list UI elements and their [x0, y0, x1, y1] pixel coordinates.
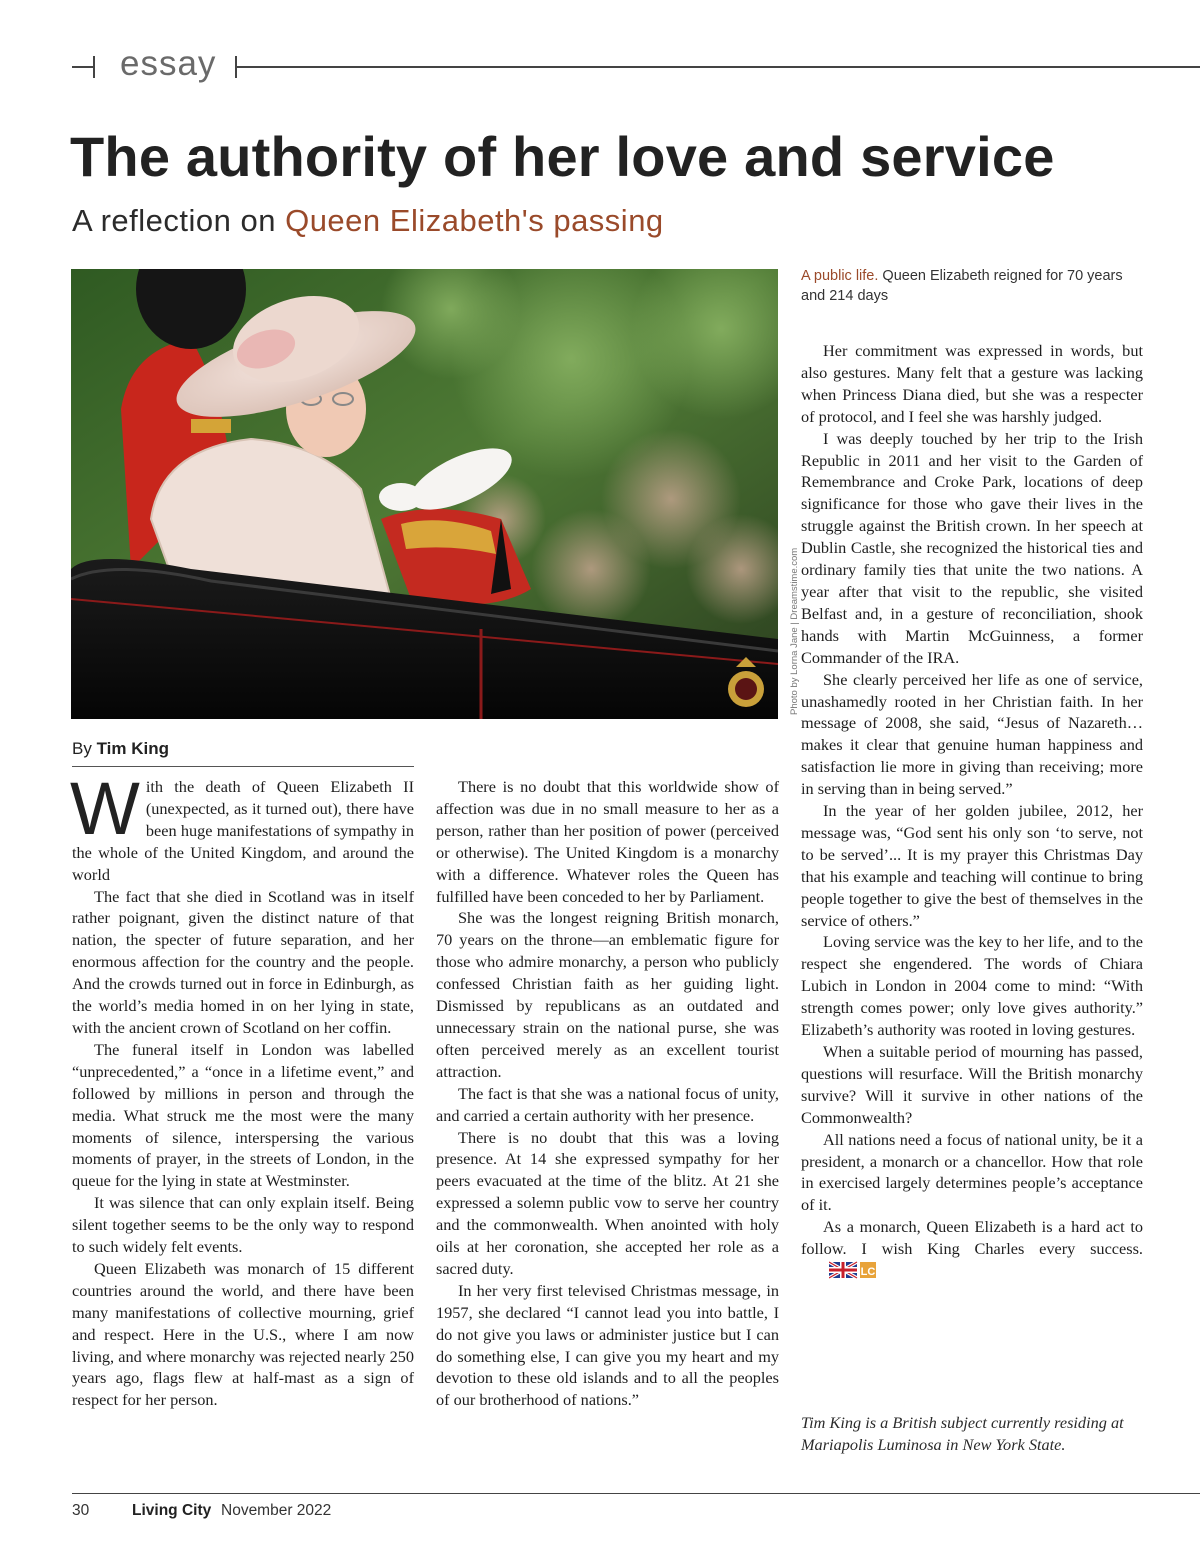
paragraph-text: As a monarch, Queen Elizabeth is a hard act to follow. I wish King Charles every success.	[801, 1217, 1143, 1259]
caption-lead: A public life.	[801, 268, 879, 284]
byline-prefix: By	[72, 739, 97, 758]
living-city-logo-icon	[860, 1262, 876, 1278]
caption-text: Queen Elizabeth reigned for 70 years and 214 days	[801, 268, 1123, 304]
footer-rule	[72, 1493, 1200, 1494]
drop-cap: W	[70, 767, 140, 850]
paragraph: It was silence that can only explain itself. Being silent together seems to be the only way to respond to such widely felt events.	[72, 1193, 414, 1257]
paragraph: Queen Elizabeth was monarch of 15 different countries around the world, and there have been many manifestations of collective mourning, grief and respect. Here in the U.S., where I am now living, and where monarchy was rejected nearly 250 years ago, flags flew at half-mast as a sign of respect for her person.	[72, 1258, 414, 1410]
page-number: 30	[72, 1502, 90, 1519]
paragraph: Her commitment was expressed in words, but also gestures. Many felt that a gesture was lacking when Princess Diana died, but she was a respecter of protocol, and I feel she was harshly judged.	[801, 341, 1143, 426]
paragraph: Loving service was the key to her life, and to the respect she engendered. The words of Chiara Lubich in London in 2004 come to mind: “With strength comes power; only love gives authority.” Elizabeth’s authority was rooted in loving gestures.	[801, 932, 1143, 1040]
subhead	[72, 203, 664, 239]
subhead-prefix: A reflection on	[72, 203, 286, 238]
issue-date: November 2022	[221, 1502, 332, 1519]
byline	[72, 739, 169, 759]
paragraph: The fact that she died in Scotland was in itself rather poignant, given the distinct nature of that nation, the specter of future separation, and her enormous affection for the country and the people. And the crowds turned out in force in Edinburgh, as the world’s media homed in on her lying in state, with the ancient crown of Scotland on her coffin.	[72, 886, 414, 1037]
article-column-3	[801, 340, 1143, 1286]
queen-carriage-photo	[71, 269, 778, 719]
headline: The authority of her love and service	[70, 125, 1055, 188]
photo-caption	[801, 266, 1131, 306]
end-mark	[807, 1260, 877, 1286]
paragraph: She clearly perceived her life as one of service, unashamedly rooted in her Christian faith. In her message of 2008, she said, “Jesus of Nazareth… makes it clear that genuine human happiness and satisfaction lie more in giving than receiving; more in serving than in being served.”	[801, 669, 1143, 799]
paragraph: When a suitable period of mourning has passed, questions will resurface. Will the British monarchy survive? Will it survive in other nations of the Commonwealth?	[801, 1042, 1143, 1127]
paragraph: There is no doubt that this was a loving presence. At 14 she expressed sympathy for her peers evacuated at the time of the blitz. At 21 she expressed a solemn public vow to serve her country and the commonwealth. When anointed with holy oils at her coronation, she accepted her role as a sacred duty.	[436, 1127, 779, 1278]
paragraph: In the year of her golden jubilee, 2012, her message was, “God sent his only son ‘to serve, not to be served’... It is my prayer this Christmas Day that his example and teaching will continue to bring people together to give the best of themselves in the service of others.”	[801, 801, 1143, 930]
svg-text:LC: LC	[860, 1266, 876, 1279]
section-label: essay	[120, 44, 217, 83]
paragraph: All nations need a focus of national unity, be it a president, a monarch or a chancellor. How that role in exercised largely determines people’s acceptance of it.	[801, 1129, 1143, 1215]
article-column-1	[70, 767, 414, 1411]
subhead-accent: Queen Elizabeth's passing	[285, 203, 664, 238]
magazine-name: Living City	[132, 1502, 212, 1519]
paragraph: The fact is that she was a national focus of unity, and carried a certain authority with her presence.	[436, 1083, 779, 1125]
paragraph	[801, 1216, 1143, 1286]
paragraph	[70, 767, 414, 886]
paragraph: There is no doubt that this worldwide show of affection was due in no small measure to her as a person, rather than her position of power (perceived or otherwise). The United Kingdom is a monarchy with a difference. Whatever roles the Queen has fulfilled have been conceded to her by Parliament.	[436, 777, 779, 906]
section-rule	[235, 66, 1200, 68]
article-photo	[71, 269, 778, 719]
section-rule-left	[72, 66, 94, 68]
uk-flag-icon	[829, 1262, 857, 1278]
paragraph: She was the longest reigning British monarch, 70 years on the throne—an emblematic figure for those who admire monarchy, a person who publicly confessed Christian faith as her guiding light. Dismissed by republicans as an outdated and unnecessary strain on the national purse, she was often perceived merely as an excellent tourist attraction.	[436, 908, 779, 1081]
photo-credit: Photo by Lorna Jane | Dreamstime.com	[789, 547, 800, 715]
article-column-2	[436, 776, 779, 1411]
section-rule-left-tick	[93, 56, 95, 78]
paragraph: The funeral itself in London was labelled “unprecedented,” a “once in a lifetime event,” and followed by millions in person and through the media. What struck me the most were the many moments of silence, interspersing the various moments of prayer, in the streets of London, in the queue for the lying in state at Westminster.	[72, 1039, 414, 1191]
paragraph: I was deeply touched by her trip to the Irish Republic in 2011 and her visit to the Garden of Remembrance and Croke Park, locations of deep significance for those who gave their lives in the struggle against the British crown. In her speech at Dublin Castle, she recognized the historical ties and ordinary family ties that unite the two nations. A year after that visit to the republic, she visited Belfast and, in a gesture of reconciliation, shook hands with Martin McGuinness, a former Commander of the IRA.	[801, 428, 1143, 667]
author-bio: Tim King is a British subject currently residing at Mariapolis Luminosa in New York State.	[801, 1413, 1124, 1454]
author-name: Tim King	[96, 739, 169, 758]
paragraph: In her very first televised Christmas message, in 1957, she declared “I cannot lead you into battle, I do not give you laws or administer justice but I can do something else, I can give you my heart and my devotion to these old islands and to all the peoples of our brotherhood of nations.”	[436, 1280, 779, 1410]
paragraph-text: ith the death of Queen Elizabeth II (unexpected, as it turned out), there have been huge manifestations of sympathy in the whole of the United Kingdom, and around the world	[72, 777, 414, 884]
